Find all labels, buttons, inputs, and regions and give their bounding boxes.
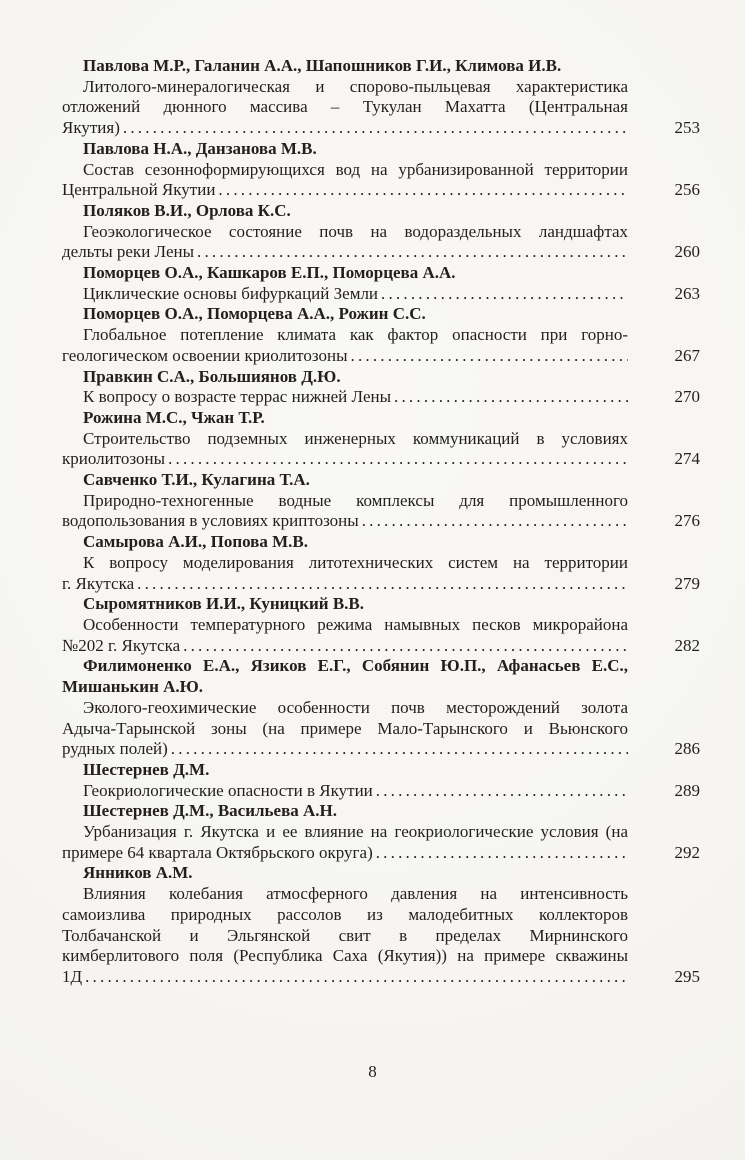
entry-last-row — [62, 511, 700, 532]
entry-title-end: Якутия) — [62, 118, 120, 138]
entry-authors: Павлова М.Р., Галанин А.А., Шапошников Г.И., Климова И.В. — [83, 56, 562, 75]
entry-title — [62, 884, 700, 967]
entry-title-end: Центральной Якутии — [62, 180, 216, 200]
entry-title-line: Влияния колебания атмосферного давления на интенсивность — [83, 884, 628, 904]
entry-title-line: отложений дюнного массива – Тукулан Махатта (Центральная — [62, 97, 628, 117]
entry-last-row — [62, 180, 700, 201]
toc-entry — [62, 470, 700, 532]
entry-last-row — [62, 118, 700, 139]
entry-title — [62, 429, 700, 450]
entry-authors: Рожина М.С., Чжан Т.Р. — [83, 407, 265, 427]
entry-title-line: кимберлитового поля (Республика Саха (Якутия)) на примере скважины — [62, 946, 628, 966]
entry-title-end: примере 64 квартала Октябрьского округа) — [62, 842, 373, 862]
entry-page-number: 256 — [674, 180, 700, 200]
toc-entry — [62, 367, 700, 408]
entry-title-line: Глобальное потепление климата как фактор опасности при горно- — [83, 325, 628, 345]
toc-entry — [62, 760, 700, 801]
dot-leader — [123, 118, 628, 139]
toc-entry — [62, 594, 700, 656]
entry-title — [62, 698, 700, 739]
entry-last-row — [62, 843, 700, 864]
entry-page-number: 292 — [674, 842, 700, 862]
entry-title — [62, 222, 700, 243]
entry-title-line: Природно-техногенные водные комплексы для промышленного — [83, 490, 628, 510]
entry-authors: Поморцев О.А., Поморцева А.А., Рожин С.С. — [83, 304, 426, 324]
entry-title-end: рудных полей) — [62, 739, 168, 759]
entry-title-end: 1Д — [62, 966, 83, 986]
entry-last-row — [62, 636, 700, 657]
dot-leader — [376, 781, 628, 802]
entry-authors: Филимоненко Е.А., Язиков Е.Г., Собянин Ю.П., Афанасьев Е.С., Мишанькин А.Ю. — [62, 656, 628, 697]
entry-last-row — [62, 739, 700, 760]
toc-list — [62, 56, 700, 988]
entry-authors: Поморцев О.А., Кашкаров Е.П., Поморцева А.А. — [83, 263, 456, 283]
entry-authors: Шестернев Д.М. — [83, 759, 210, 779]
entry-title-line: Урбанизация г. Якутска и ее влияние на геокриологические условия (на — [83, 822, 628, 842]
entry-page-number: 267 — [674, 345, 700, 365]
entry-last-row — [62, 284, 700, 305]
entry-page-number: 282 — [674, 635, 700, 655]
entry-title — [62, 160, 700, 181]
entry-page-number: 263 — [674, 283, 700, 303]
entry-title-line: К вопросу моделирования литотехнических систем на территории — [83, 552, 628, 572]
toc-entry — [62, 139, 700, 201]
entry-last-row — [62, 574, 700, 595]
dot-leader — [381, 284, 628, 305]
toc-entry — [62, 304, 700, 366]
toc-entry — [62, 408, 700, 470]
entry-title-line: Толбачанской и Эльгянской свит в пределах Мирнинского — [62, 925, 628, 945]
entry-page-number: 270 — [674, 387, 700, 407]
entry-authors: Павлова Н.А., Данзанова М.В. — [83, 138, 317, 158]
toc-entry — [62, 263, 700, 304]
entry-title-line: Состав сезонноформирующихся вод на урбанизированной территории — [83, 159, 628, 179]
dot-leader — [394, 387, 628, 408]
entry-page-number: 286 — [674, 739, 700, 759]
entry-title-end: г. Якутска — [62, 573, 135, 593]
entry-title-line: Литолого-минералогическая и спорово-пыльцевая характеристика — [83, 76, 628, 96]
dot-leader — [171, 739, 628, 760]
entry-last-row — [62, 449, 700, 470]
entry-title-end: №202 г. Якутска — [62, 635, 181, 655]
toc-entry — [62, 56, 700, 139]
entry-title-line: Особенности температурного режима намывных песков микрорайона — [83, 614, 628, 634]
dot-leader — [168, 449, 628, 470]
entry-title-line: Геоэкологическое состояние почв на водораздельных ландшафтах — [83, 221, 628, 241]
entry-title-end: криолитозоны — [62, 449, 166, 469]
entry-title — [62, 553, 700, 574]
entry-last-row — [62, 242, 700, 263]
dot-leader — [351, 346, 629, 367]
dot-leader — [376, 843, 628, 864]
entry-page-number: 274 — [674, 449, 700, 469]
entry-authors: Янников А.М. — [83, 863, 193, 883]
dot-leader — [197, 242, 628, 263]
entry-title-end: Геокриологические опасности в Якутии — [83, 780, 373, 800]
entry-title-line: Адыча-Тарынской зоны (на примере Мало-Тарынского и Вьюнского — [62, 718, 628, 738]
entry-title-end: Циклические основы бифуркаций Земли — [83, 283, 379, 303]
entry-title-end: водопользования в условиях криптозоны — [62, 511, 359, 531]
dot-leader — [362, 511, 628, 532]
entry-last-row — [62, 781, 700, 802]
entry-authors: Поляков В.И., Орлова К.С. — [83, 200, 291, 220]
entry-page-number: 253 — [674, 118, 700, 138]
entry-title — [62, 325, 700, 346]
entry-last-row — [62, 387, 700, 408]
entry-authors: Сыромятников И.И., Куницкий В.В. — [83, 594, 365, 614]
entry-title — [62, 491, 700, 512]
dot-leader — [85, 967, 628, 988]
toc-entry — [62, 532, 700, 594]
page-footer — [0, 1062, 745, 1083]
entry-page-number: 295 — [674, 966, 700, 986]
page-number: 8 — [368, 1062, 377, 1081]
entry-last-row — [62, 967, 700, 988]
toc-entry — [62, 656, 700, 760]
entry-title — [62, 615, 700, 636]
dot-leader — [183, 636, 628, 657]
entry-title-line: Эколого-геохимические особенности почв месторождений золота — [83, 697, 628, 717]
entry-authors: Самырова А.И., Попова М.В. — [83, 532, 309, 552]
entry-title-end: дельты реки Лены — [62, 242, 195, 262]
entry-title-line: самоизлива природных рассолов из малодебитных коллекторов — [62, 904, 628, 924]
entry-page-number: 289 — [674, 780, 700, 800]
entry-title-end: геологическом освоении криолитозоны — [62, 345, 348, 365]
entry-title — [62, 77, 700, 118]
entry-authors: Савченко Т.И., Кулагина Т.А. — [83, 470, 310, 490]
toc-entry — [62, 201, 700, 263]
entry-page-number: 276 — [674, 511, 700, 531]
entry-title-line: Строительство подземных инженерных коммуникаций в условиях — [83, 428, 628, 448]
entry-title — [62, 822, 700, 843]
dot-leader — [137, 574, 628, 595]
entry-page-number: 279 — [674, 573, 700, 593]
entry-authors: Правкин С.А., Большиянов Д.Ю. — [83, 366, 341, 386]
entry-title-end: К вопросу о возрасте террас нижней Лены — [83, 387, 392, 407]
entry-authors: Шестернев Д.М., Васильева А.Н. — [83, 801, 338, 821]
entry-page-number: 260 — [674, 242, 700, 262]
dot-leader — [218, 180, 628, 201]
toc-entry — [62, 801, 700, 863]
entry-last-row — [62, 346, 700, 367]
toc-entry — [62, 863, 700, 987]
